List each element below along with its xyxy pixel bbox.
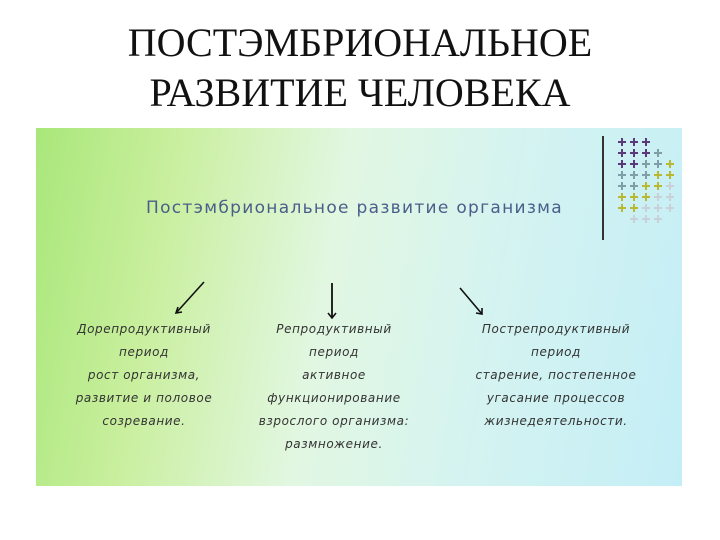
period-desc-line: размножение. xyxy=(285,437,383,451)
period-desc-line: жизнедеятельности. xyxy=(484,414,628,428)
period-desc-line: развитие и половое xyxy=(75,391,213,405)
period-desc-line: рост организма, xyxy=(87,368,201,382)
diagram-panel xyxy=(36,128,682,486)
period-suffix: период xyxy=(531,345,581,359)
slide-title-line-2: РАЗВИТИЕ ЧЕЛОВЕКА xyxy=(149,70,571,115)
period-reproductive xyxy=(236,318,432,456)
period-name: Репродуктивный xyxy=(276,322,392,336)
arrow-left xyxy=(176,282,204,313)
slide-title xyxy=(0,18,720,118)
slide-title-line-1: ПОСТЭМБРИОНАЛЬНОЕ xyxy=(127,20,593,65)
period-desc-line: функционирование xyxy=(267,391,401,405)
period-desc-line: старение, постепенное xyxy=(475,368,637,382)
diagram-heading: Постэмбриональное развитие организма xyxy=(146,198,564,218)
period-desc-line: созревание. xyxy=(102,414,186,428)
period-desc-line: угасание процессов xyxy=(486,391,626,405)
period-desc-line: активное xyxy=(302,368,366,382)
arrow-right xyxy=(460,288,482,314)
period-suffix: период xyxy=(309,345,359,359)
period-suffix: период xyxy=(119,345,169,359)
period-name: Дорепродуктивный xyxy=(77,322,211,336)
period-prereproductive xyxy=(54,318,234,433)
period-desc-line: взрослого организма: xyxy=(258,414,410,428)
period-postreproductive xyxy=(440,318,672,433)
period-name: Пострепродуктивный xyxy=(481,322,631,336)
